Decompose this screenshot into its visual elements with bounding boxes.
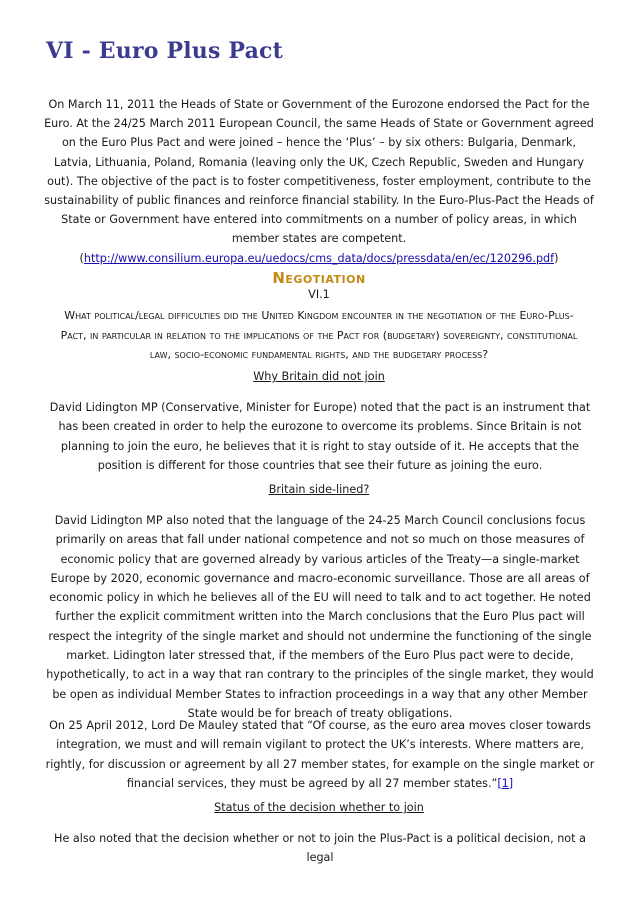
section-heading: Negotiation	[272, 269, 366, 287]
footnote-link[interactable]: [1]	[497, 776, 514, 790]
pressdata-link[interactable]: http://www.consilium.europa.eu/uedocs/cms_data/docs/pressdata/en/ec/120296.pdf	[83, 251, 555, 265]
page-title: VI - Euro Plus Pact	[46, 38, 284, 64]
paragraph-de-mauley	[44, 716, 596, 793]
intro-link-open: (	[79, 251, 84, 265]
paragraph-lidington-1: David Lidington MP (Conservative, Minister for Europe) noted that the pact is an instrument that has been created in order to help the eurozone to overcome its problems. Since Britain is not planning to join the euro, he believes that it is right to stay outside of it. He accepts that the position is different for those countries that see their future as joining the euro.	[49, 401, 591, 472]
paragraph-lidington-2: David Lidington MP also noted that the language of the 24-25 March Council conclusions focus primarily on areas that fall under national competence and not so much on those measures of economic policy that are governed already by various articles of the Treaty—a single-market Europe by 2020, economic governance and macro-economic surveillance. Those are all areas of economic policy in which he believes all of the EU will need to talk and to act together. He noted further the explicit commitment written into the March conclusions that the Euro Plus pact will respect the integrity of the single market and should not undermine the functioning of the single market. Lidington later stressed that, if the members of the Euro Plus pact were to decide, hypothetically, to act in a way that ran contrary to the principles of the single market, they would be open as individual Member States to infraction proceedings in a way that any other Member State would be for breach of treaty obligations.	[46, 514, 594, 720]
de-mauley-text: On 25 April 2012, Lord De Mauley stated that “Of course, as the euro area moves closer towards integration, we must and will remain vigilant to protect the UK’s interests. Where matters are, rightly, for discussion or agreement by all 27 member states, for example on the single market or financial services, they must be agreed by all 27 member states.”	[45, 719, 595, 790]
subheading-why-britain: Why Britain did not join	[253, 370, 385, 383]
subheading-side-lined: Britain side-lined?	[268, 483, 370, 496]
intro-link-close: )	[554, 251, 559, 265]
intro-paragraph	[44, 95, 594, 268]
subheading-status-decision: Status of the decision whether to join	[214, 801, 424, 814]
intro-text: On March 11, 2011 the Heads of State or Government of the Eurozone endorsed the Pact for the Euro. At the 24/25 March 2011 European Council, the same Heads of State or Government agreed on the Euro Plus Pact and were joined – hence the ‘Plus’ – by six others: Bulgaria, Denmark, Latvia, Lithuania, Poland, Romania (leaving only the UK, Czech Republic, Sweden and Hungary out). The objective of the pact is to foster competitiveness, foster employment, contribute to the sustainability of public finances and reinforce financial stability. In the Euro-Plus-Pact the Heads of State or Government have entered into commitments on a number of policy areas, in which member states are competent.	[44, 98, 594, 246]
section-number: VI.1	[308, 288, 330, 301]
paragraph-status: He also noted that the decision whether or not to join the Plus-Pact is a political decision, not a legal	[54, 832, 586, 865]
question-text: What political/legal difficulties did the United Kingdom encounter in the negotiation of the Euro-Plus-Pact, in particular in relation to the implications of the Pact for (budgetary) sovereignty, constitutional law, socio-economic fundamental rights, and the budgetary process?	[60, 309, 578, 361]
